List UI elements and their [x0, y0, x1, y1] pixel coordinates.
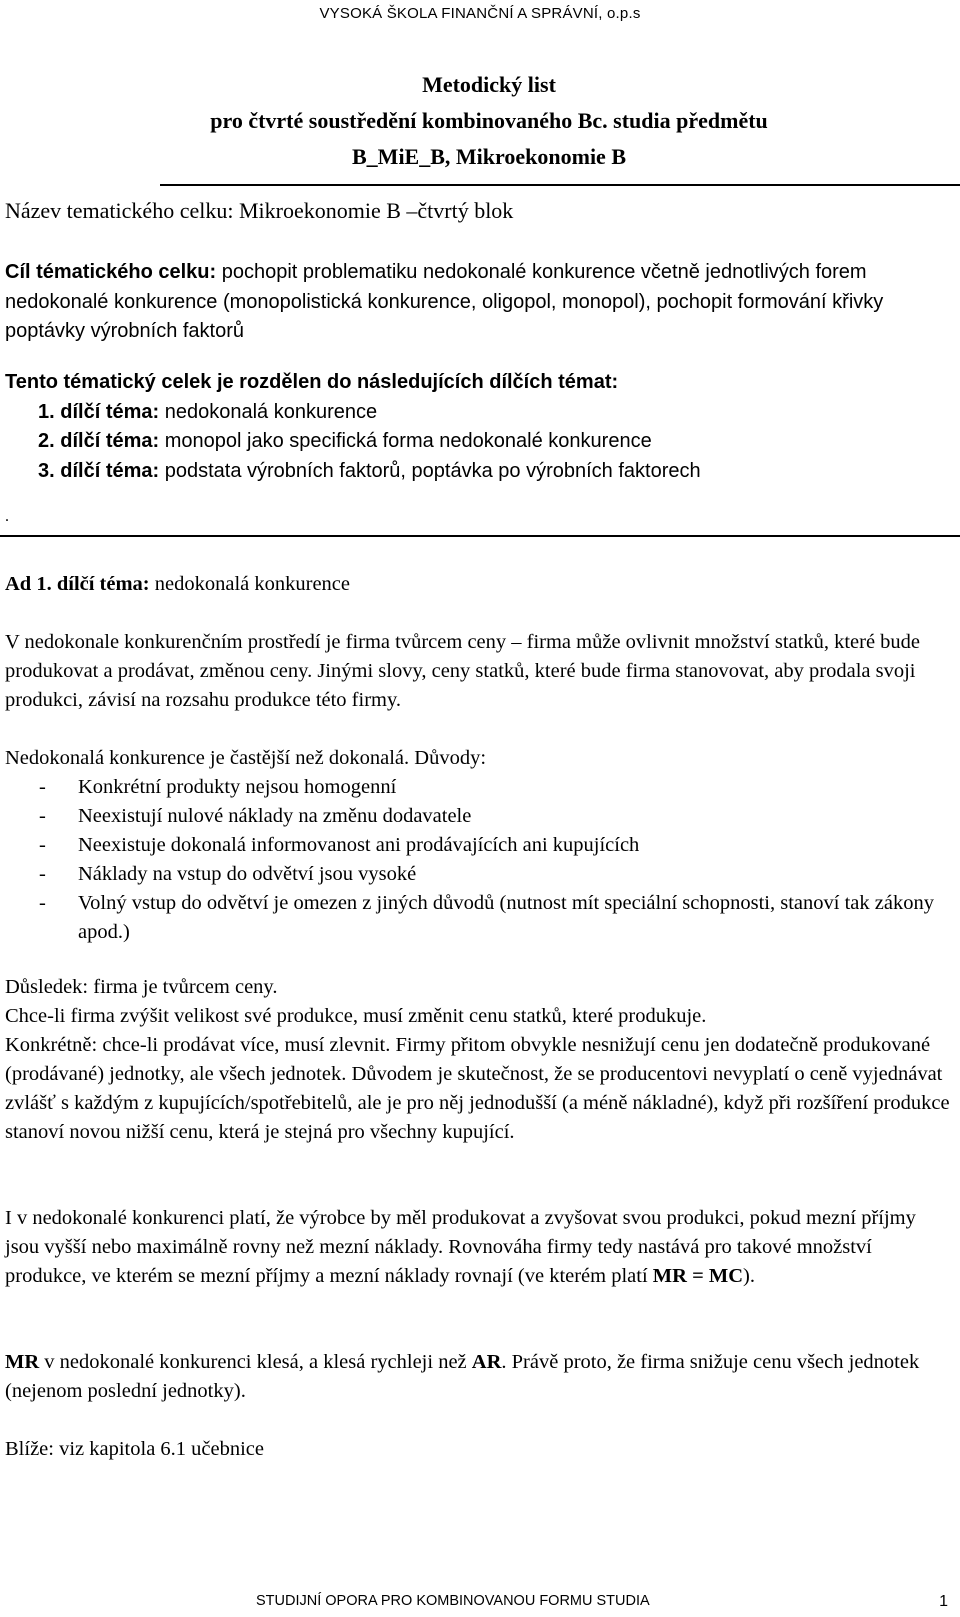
reason-item [5, 889, 955, 947]
reason-text: Neexistuje dokonalá informovanost ani prodávajících ani kupujících [78, 834, 640, 856]
title-line-3: B_MiE_B, Mikroekonomie B [352, 144, 626, 169]
reason-text: Volný vstup do odvětví je omezen z jiných důvodů (nutnost mít speciální schopnosti, stanoví tak zákony apod.) [78, 892, 934, 943]
mr-text-b: . Právě proto, že firma snižuje cenu všech jednotek (nejenom poslední jednotky). [5, 1351, 920, 1402]
section-text: monopol jako specifická forma nedokonalé konkurence [164, 430, 652, 452]
ad1-text: nedokonalá konkurence [154, 573, 351, 595]
paragraph-2 [5, 744, 955, 947]
paragraph-6: Blíže: viz kapitola 6.1 učebnice [5, 1438, 265, 1460]
section-num: 2. [38, 430, 55, 452]
ar-term: AR [471, 1351, 502, 1373]
goal-label: Cíl tématického celku: [5, 261, 217, 283]
reason-text: Konkrétní produkty nejsou homogenní [78, 776, 397, 798]
divider-top [160, 184, 960, 186]
title-line-1: Metodický list [422, 72, 556, 97]
reason-item [5, 860, 955, 889]
sections-intro: Tento tématický celek je rozdělen do následujících dílčích témat: [5, 371, 619, 393]
topic-value: Mikroekonomie B –čtvrtý blok [238, 198, 514, 223]
ad1-prefix: Ad 1. [5, 573, 52, 595]
divider-mid [0, 535, 960, 537]
topic-title [5, 197, 960, 225]
document-title [0, 67, 960, 175]
section-label: dílčí téma: [60, 459, 160, 482]
reasons-intro: Nedokonalá konkurence je častější než dokonalá. Důvody: [5, 747, 487, 769]
title-line-2: pro čtvrté soustředění kombinovaného Bc. studia předmětu [210, 108, 768, 133]
dash-bullet: - [39, 892, 46, 914]
price-change-line: Chce-li firma zvýšit velikost své produkce, musí změnit cenu statků, které produkuje. [5, 1005, 707, 1027]
dash-bullet: - [39, 863, 46, 885]
section-text: podstata výrobních faktorů, poptávka po výrobních faktorech [164, 459, 701, 482]
equilibrium-text: I v nedokonalé konkurenci platí, že výrobce by měl produkovat a zvyšovat svou produkci, pokud mezní příjmy jsou vyšší nebo maximálně rovny než mezní náklady. Rovnováha firmy tedy nastává pro takové množství produkce, ve kterém se mezní příjmy a mezní náklady rovnají (ve kterém platí [5, 1207, 916, 1287]
ad1-label: dílčí téma: [56, 573, 150, 595]
paragraph-3 [5, 973, 955, 1147]
reason-text: Náklady na vstup do odvětví jsou vysoké [78, 863, 417, 885]
dash-bullet: - [39, 776, 46, 798]
section-text: nedokonalá konkurence [164, 400, 378, 423]
goal-text: pochopit problematiku nedokonalé konkurence včetně jednotlivých forem nedokonalé konkurence (monopolistická konkurence, oligopol, monopol), pochopit formování křivky poptávky výrobních faktorů [5, 261, 884, 342]
dash-bullet: - [39, 834, 46, 856]
section-item [5, 457, 955, 487]
section-num: 1. [38, 400, 55, 423]
equilibrium-end: ). [743, 1265, 755, 1287]
mr-text-a: v nedokonalé konkurenci klesá, a klesá rychleji než [44, 1351, 467, 1373]
reasons-list [5, 773, 955, 947]
ad1-heading [5, 570, 955, 599]
page-number: 1 [939, 1593, 948, 1610]
section-num: 3. [38, 459, 55, 482]
paragraph-4 [5, 1204, 955, 1291]
reason-text: Neexistují nulové náklady na změnu dodavatele [78, 805, 472, 827]
paragraph-1: V nedokonale konkurenčním prostředí je firma tvůrcem ceny – firma může ovlivnit množství statků, které bude produkovat a prodávat, změnou ceny. Jinými slovy, ceny statků, které bude firma stanovovat, aby prodala svoji produkci, závisí na rozsahu produkce této firmy. [5, 631, 921, 711]
page-header: VYSOKÁ ŠKOLA FINANČNÍ A SPRÁVNÍ, o.p.s [319, 5, 641, 22]
topic-label: Název tematického celku: [5, 198, 234, 223]
concretely-text: Konkrétně: chce-li prodávat více, musí zlevnit. Firmy přitom obvykle nesnižují cenu jen dodatečně produkované (prodávané) jednotky, ale všech jednotek. Důvodem je skutečnost, že se producentovi nevyplatí o ceně vyjednávat zvlášť s každým z kupujících/spotřebitelů, ale je pro něj jednodušší (a méně nákladné), když při rozšíření produkce stanoví novou nižší cenu, která je stejná pro všechny kupující. [5, 1034, 950, 1143]
section-item [5, 427, 955, 457]
section-label: dílčí téma: [60, 430, 160, 452]
mr-term: MR [5, 1351, 40, 1373]
consequence-line: Důsledek: firma je tvůrcem ceny. [5, 976, 278, 998]
dash-bullet: - [39, 805, 46, 827]
paragraph-5 [5, 1348, 955, 1406]
goal-paragraph [5, 258, 955, 347]
section-label: dílčí téma: [60, 400, 160, 423]
footer-text: STUDIJNÍ OPORA PRO KOMBINOVANOU FORMU STUDIA [256, 1593, 650, 1609]
sections-list [5, 368, 955, 486]
reason-item [5, 831, 955, 860]
section-item [5, 398, 955, 428]
reason-item [5, 773, 955, 802]
reason-item [5, 802, 955, 831]
stray-dot: . [5, 508, 9, 525]
formula-mr-mc: MR = MC [652, 1265, 744, 1287]
